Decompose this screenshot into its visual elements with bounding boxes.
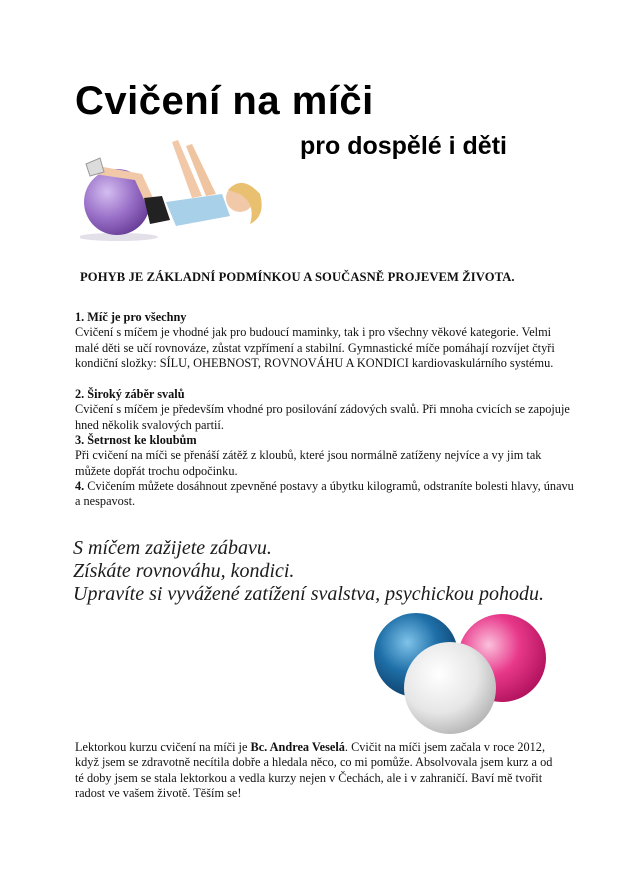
footer-intro: Lektorkou kurzu cvičení na míči je bbox=[75, 740, 251, 754]
page-subtitle: pro dospělé i děti bbox=[300, 132, 507, 160]
section-4-number: 4. bbox=[75, 479, 85, 493]
hero-illustration bbox=[80, 138, 270, 243]
section-3-body: Při cvičení na míči se přenáší zátěž z kloubů, které jsou normálně zatíženy nejvíce a vy jim tak můžete dopřát trochu odpočinku. bbox=[75, 448, 542, 478]
page-title: Cvičení na míči bbox=[75, 79, 374, 123]
white-ball bbox=[404, 642, 496, 734]
balls-illustration bbox=[372, 610, 548, 736]
section-3 bbox=[75, 433, 575, 479]
section-1-body: Cvičení s míčem je vhodné jak pro budoucí maminky, tak i pro všechny věkové kategorie. Velmi malé děti se učí rovnováze, zůstat vzpřímení a stabilní. Gymnastické míče pomáhají rozvíjet čtyři kondiční složky: SÍLU, OHEBNOST, ROVNOVÁHU A KONDICI kardiovaskulárního systému. bbox=[75, 325, 555, 371]
instructor-paragraph bbox=[75, 740, 555, 802]
slogan-1: S míčem zažijete zábavu. bbox=[73, 537, 272, 559]
section-2-body: Cvičení s míčem je především vhodné pro posilování zádových svalů. Při mnoha cvicích se zapojuje hned několik svalových partií. bbox=[75, 402, 570, 432]
slogans bbox=[73, 537, 544, 606]
motto-heading: POHYB JE ZÁKLADNÍ PODMÍNKOU A SOUČASNĚ PROJEVEM ŽIVOTA. bbox=[80, 270, 515, 284]
section-4-body: Cvičením můžete dosáhnout zpevněné postavy a úbytku kilogramů, odstraníte bolesti hlavy, únavu a nespavost. bbox=[75, 479, 574, 509]
section-3-heading: 3. Šetrnost ke kloubům bbox=[75, 433, 197, 447]
section-1-heading: 1. Míč je pro všechny bbox=[75, 310, 187, 324]
section-4 bbox=[75, 479, 575, 510]
shorts bbox=[144, 196, 170, 224]
footer-rest: . Cvičit na míči jsem začala v roce 2012, když jsem se zdravotně necítila dobře a hledala něco, co mi pomůže. Absolvovala jsem kurz a od té doby jsem se stala lektorkou a vedla kurzy nejen v Čechách, ale i v zahraničí. Baví mě tvořit radost ve vašem životě. Těším se! bbox=[75, 740, 553, 801]
section-2 bbox=[75, 387, 575, 433]
slogan-3: Upravíte si vyvážené zatížení svalstva, psychickou pohodu. bbox=[73, 583, 544, 605]
section-2-heading: 2. Široký záběr svalů bbox=[75, 387, 185, 401]
section-1 bbox=[75, 310, 575, 372]
top bbox=[166, 194, 230, 226]
slogan-2: Získáte rovnováhu, kondici. bbox=[73, 560, 295, 582]
instructor-name: Bc. Andrea Veselá bbox=[250, 740, 345, 754]
